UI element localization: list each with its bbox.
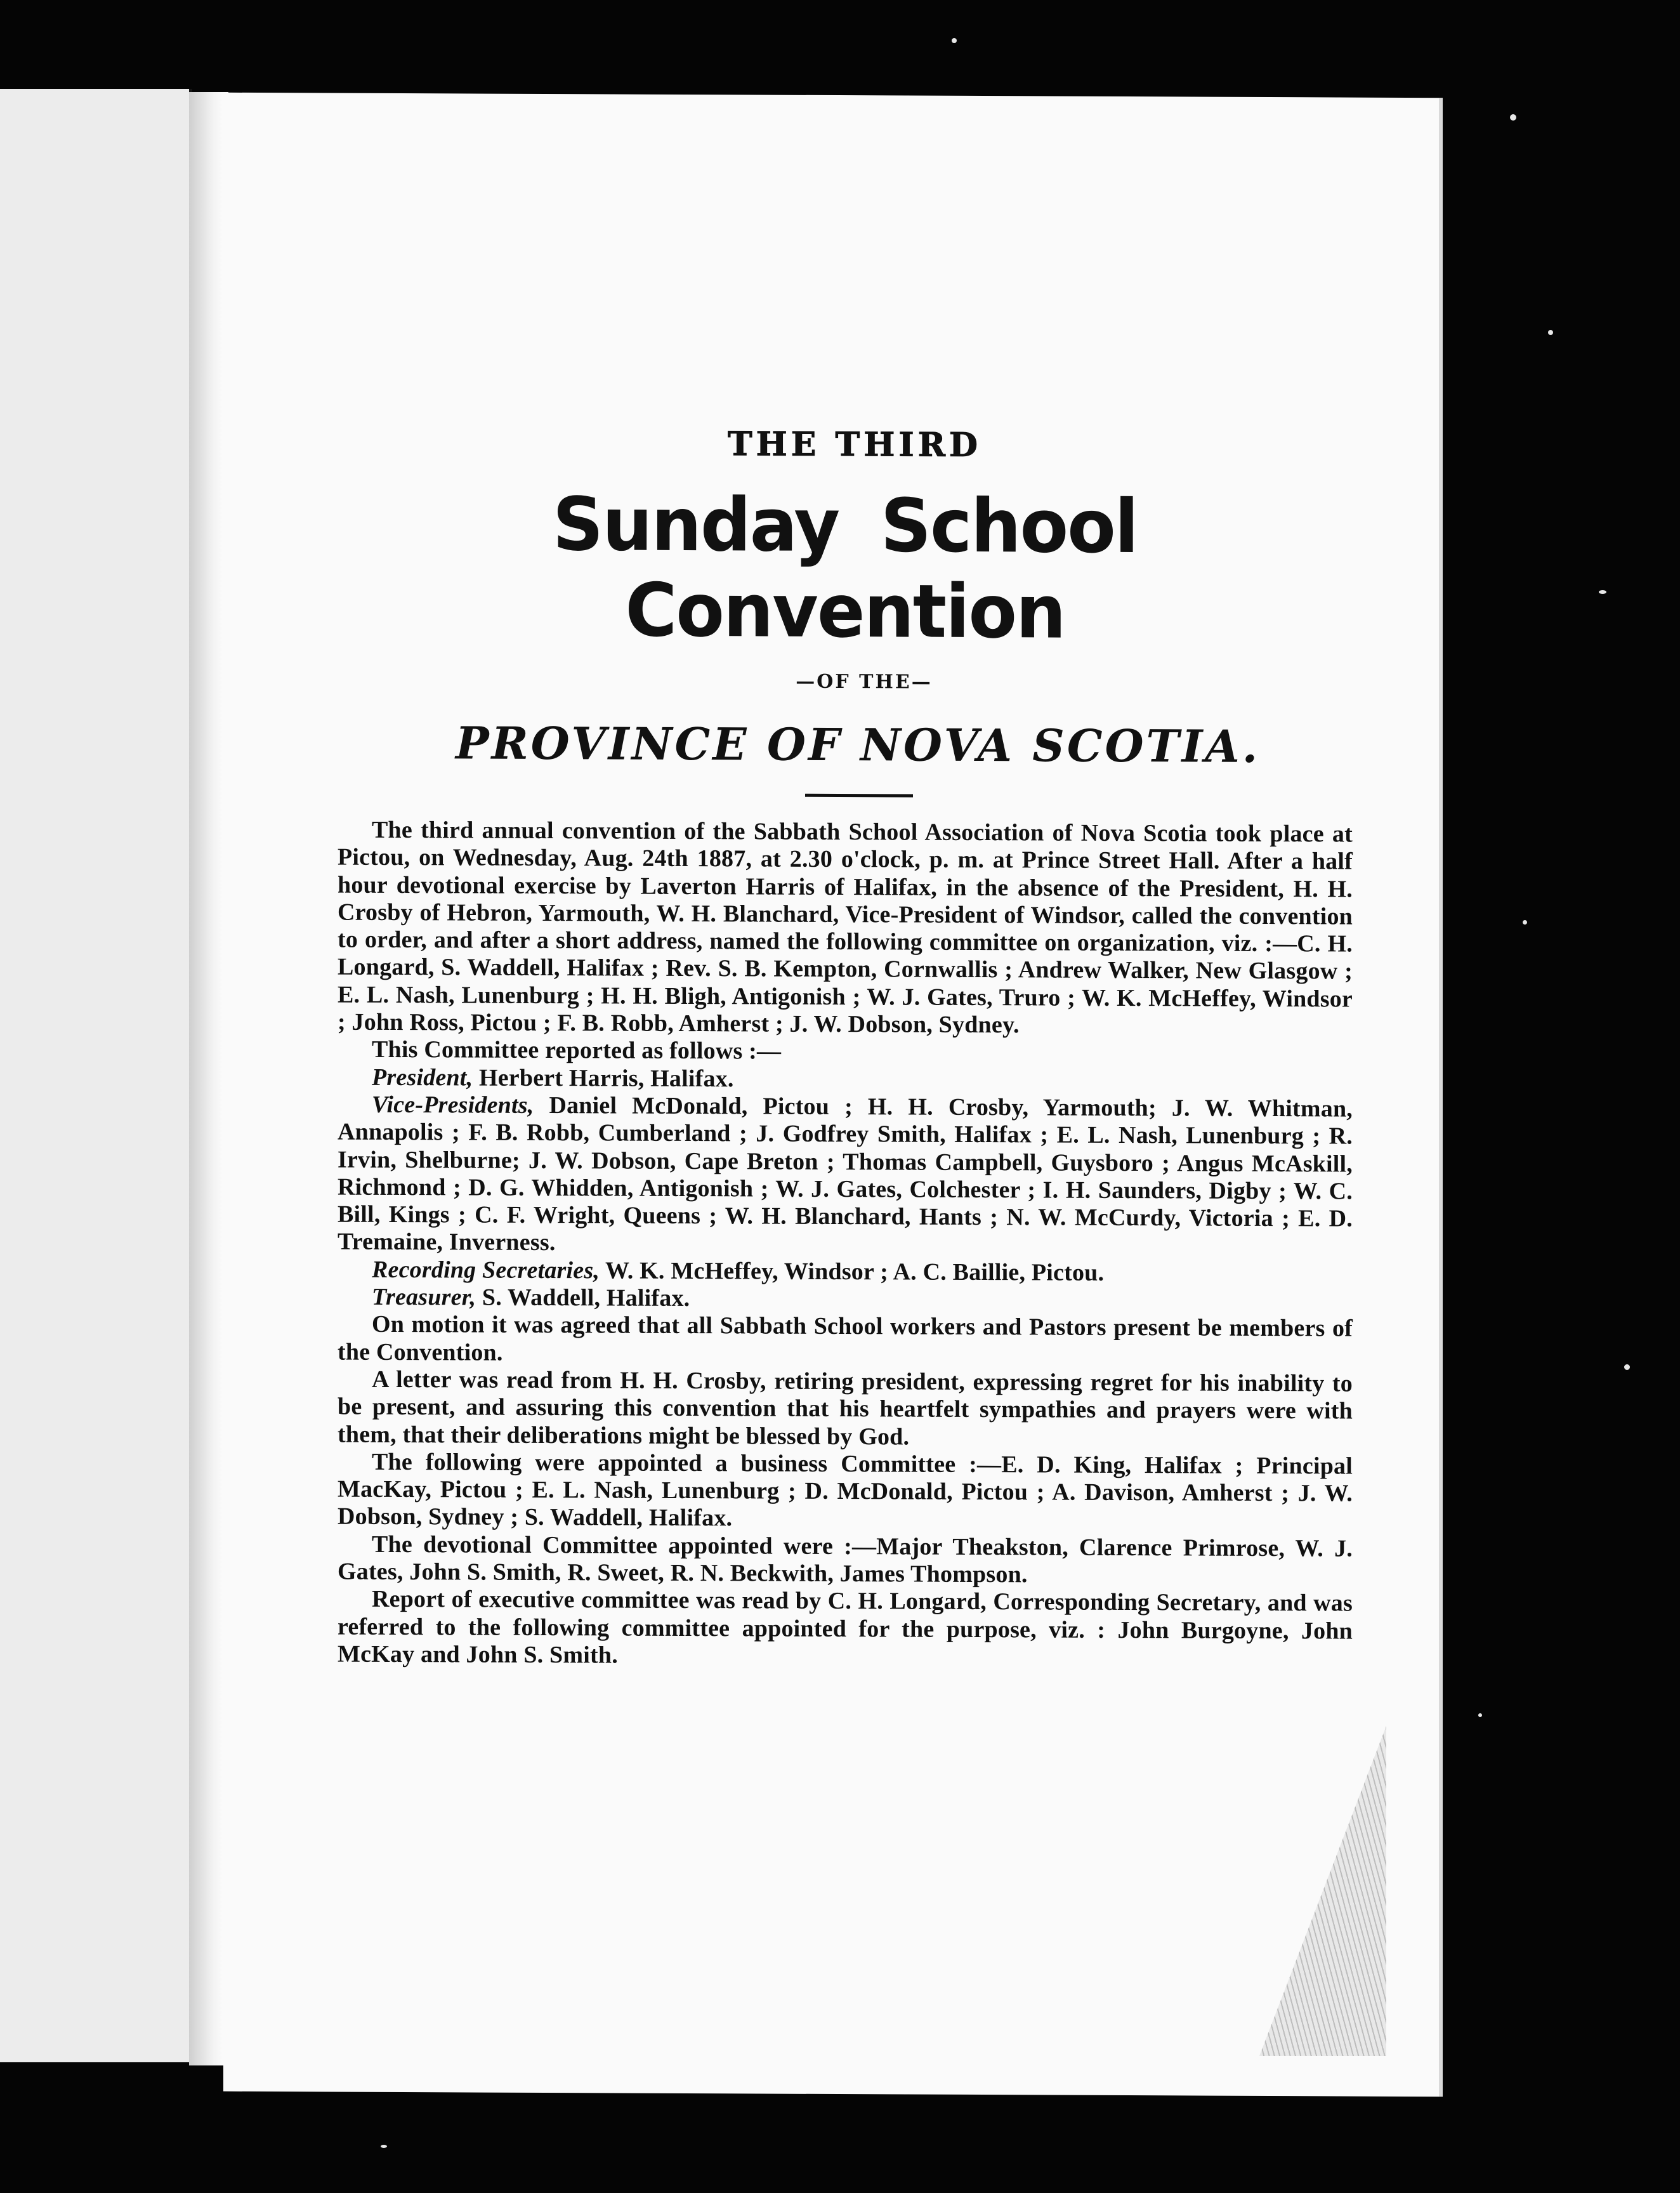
paragraph: This Committee reported as follows :— xyxy=(372,1036,782,1065)
paragraph: Treasurer, S. Waddell, Halifax. xyxy=(372,1283,690,1312)
paragraph: Vice-Presidents, Daniel McDonald, Pictou ; H. H. Crosby, Yarmouth; J. W. Whitman, Annapolis ; F. B. Robb, Cumberland ; J. Godfrey Smith, Halifax ; E. L. Nash, Lunenburg ; R. Irvin, Shelburne; J. W. Dobson, Cape Breton ; Thomas Campbell, Guysboro ; Angus McAskill, Richmond ; D. G. Whidden, Antigonish ; W. J. Gates, Colchester ; I. H. Saunders, Digby ; W. C. Bill, Kings ; C. F. Wright, Queens ; W. H. Blanchard, Hants ; N. W. McCurdy, Victoria ; E. D. Tremaine, Inverness. xyxy=(338,1091,1353,1256)
document-page xyxy=(223,93,1443,2097)
film-speck xyxy=(1523,920,1527,925)
title-kicker: THE THIRD xyxy=(727,425,982,465)
film-speck xyxy=(1548,330,1553,335)
film-speck xyxy=(381,2145,387,2148)
body-text xyxy=(338,817,1353,1673)
page-content xyxy=(338,423,1353,1673)
paragraph: A letter was read from H. H. Crosby, retiring president, expressing regret for his inability to be present, and assuring this convention that his heartfelt sympathies and prayers were with them, that their deliberations might be blessed by God. xyxy=(338,1366,1353,1451)
page-title: Sunday School Convention xyxy=(552,482,1138,655)
paragraph: The third annual convention of the Sabbath School Association of Nova Scotia took place at Pictou, on Wednesday, Aug. 24th 1887, at 2.30 o'clock, p. m. at Prince Street Hall. After a half hour devotional exercise by Laverton Harris of Halifax, in the absence of the President, H. H. Crosby of Hebron, Yarmouth, W. H. Blanchard, Vice-President of Windsor, called the convention to order, and after a short address, named the following committee on organization, viz. :—C. H. Longard, S. Waddell, Halifax ; Rev. S. B. Kempton, Cornwallis ; Andrew Walker, New Glasgow ; E. L. Nash, Lunenburg ; H. H. Bligh, Antigonish ; W. J. Gates, Truro ; W. K. McHeffey, Windsor ; John Ross, Pictou ; F. B. Robb, Amherst ; J. W. Dobson, Sydney. xyxy=(338,816,1353,1039)
left-facing-page xyxy=(0,89,192,2062)
title-rule xyxy=(805,794,913,798)
paragraph-label: Vice-Presidents, xyxy=(372,1091,534,1119)
film-speck xyxy=(952,38,957,43)
paragraph-label: President, xyxy=(372,1064,473,1091)
film-speck xyxy=(1478,1713,1482,1717)
paragraph: The devotional Committee appointed were :—Major Theakston, Clarence Primrose, W. J. Gates, John S. Smith, R. Sweet, R. N. Beckwith, James Thompson. xyxy=(338,1531,1353,1588)
paragraph: Recording Secretaries, W. K. McHeffey, Windsor ; A. C. Baillie, Pictou. xyxy=(372,1256,1105,1286)
province-heading: PROVINCE OF NOVA SCOTIA. xyxy=(455,716,1261,773)
title-connector: —OF THE— xyxy=(796,670,933,694)
film-speck xyxy=(1624,1364,1630,1370)
paragraph-label: Recording Secretaries, xyxy=(372,1256,600,1284)
paragraph: President, Herbert Harris, Halifax. xyxy=(372,1064,734,1092)
paragraph: Report of executive committee was read by C. H. Longard, Corresponding Secretary, and was referred to the following committee appointed for the purpose, viz. : John Burgoyne, John McKay and John S. Smith. xyxy=(338,1586,1353,1669)
paragraph: The following were appointed a business Committee :—E. D. King, Halifax ; Principal MacKay, Pictou ; E. L. Nash, Lunenburg ; D. McDonald, Pictou ; A. Davison, Amherst ; J. W. Dobson, Sydney ; S. Waddell, Halifax. xyxy=(338,1448,1353,1532)
page-gutter xyxy=(189,92,228,2065)
paragraph: On motion it was agreed that all Sabbath School workers and Pastors present be members of the Convention. xyxy=(338,1311,1353,1366)
film-speck xyxy=(1599,590,1606,594)
paragraph-label: Treasurer, xyxy=(372,1283,476,1311)
film-speck xyxy=(1510,114,1516,121)
